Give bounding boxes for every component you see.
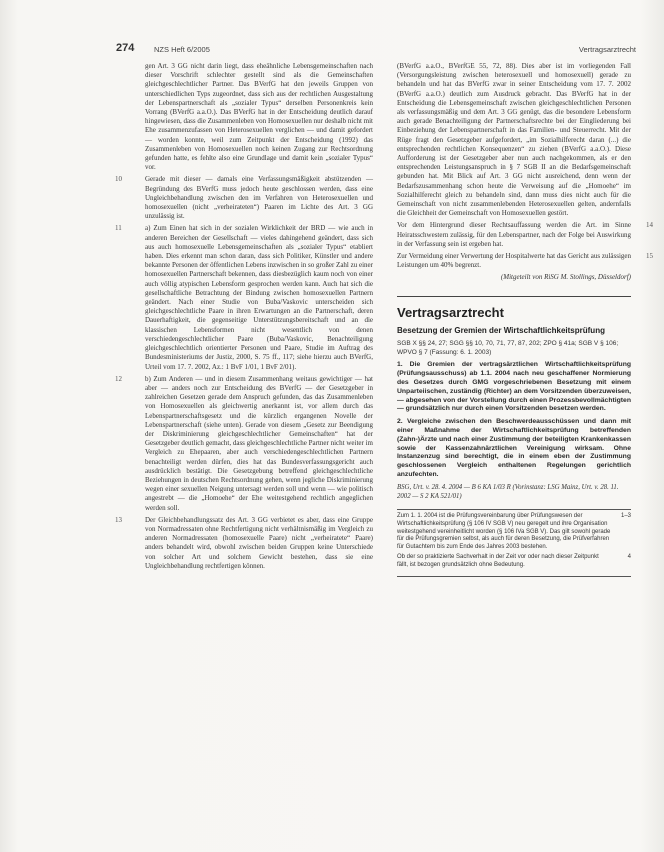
headnote-1: 1. Die Gremien der vertragsärztlichen Wirtschaftlichkeitsprüfung (Prüfungsausschuss) ab 1.1. 2004 nach neu geschaffener Normierung des Gesetzes durch GMG vorgeschriebenen Besetzung mit einem Unparteiischen, zuständig (Richter) an dem Vorsitzenden überzuweisen, — abgesehen von der Vorstellung durch einen Prozessbevollmächtigten — grundsätzlich nur durch einen Vorsitzenden besetzen werden. [397, 361, 631, 413]
box-margin-number: 1–3 [620, 513, 631, 520]
paragraph-text: Vor dem Hintergrund dieser Rechtsauffassung werden die Art. im Sinne Heiratsschwestern zulässig, für den Lebenspartner, nach der Folge bei Auswirkung in der Verfassung sein ist ergeben hat. [397, 221, 631, 248]
box-paragraph-text: Ob der so praktizierte Sachverhalt in der Zeit vor oder nach dieser Zeitpunkt fällt, ist bezogen grundsätzlich ohne Bedeutung. [397, 554, 599, 568]
paragraph-text: a) Zum Einen hat sich in der sozialen Wirklichkeit der BRD — wie auch in anderen Bereichen der Gesellschaft — vieles dahingehend geändert, dass sich aus auch homosexuelle Lebensgemeinschaften als „sozialer Typus“ etabliert haben. Dies erkennt man schon daran, dass sich Politiker, Künstler und andere bekannte Personen der öffentlichen Lebens inzwischen in so großer Zahl zu einer homosexuellen Partnerschaft bekennen, dass diesbezüglich kaum noch von einer auch völlig atypischen Lebensform gesprochen werden kann. Auch hat sich die gesellschaftliche Betrachtung der Bindung zwischen homosexuellen Partnern geändert. Nach einer Studie von Buba/Vaskovic unterscheiden sich gleichgeschlechtliche Paare in ihren Erwartungen an die Partnerschaft, deren Dauerhaftigkeit, die gegenseitige Unterstützungsbereitschaft und an die klassischen Lebensformen nicht wesentlich von denen verschiedengeschlechtlicher Paare (Buba/Vaskovic, Benachteiligung gleichgeschlechtlich orientierter Personen und Paare, Studie im Auftrag des Bundesministeriums der Justiz, 2000, S. 75 ff., 117; siehe hierzu auch BVerfG, Urteil vom 17. 7. 2002, Az.: 1 BvF 1/01, 1 BvF 2/01). [145, 224, 373, 371]
paragraph-text: (BVerfG a.a.O., BVerfGE 55, 72, 88). Dies aber ist im vorliegenden Fall (Versorgungsleistung zwischen heterosexuell und homosexuell) gerade zu behandeln und hat das BVerfG zwar in seiner Entscheidung vom 17. 7. 2002 (BVerfG a.a.O.) deutlich zum Ausdruck gebracht. Das BVerfG hat in der Entscheidung die Lebensgemeinschaft zwischen gleichgeschlechtlichen Personen als verfassungsmäßig und dem Art. 3 GG genügt, das die besondere Lebensform auch gerade Benachteiligung der Partnerschaftsrechte bei der Eingliederung bei Einbeziehung der Lebenspartnerschaft in das Familien- und Steuerrecht. Mit der Rüge fragt den Gesetzgeber aufgefordert, „im Sozialhilferecht daran (...) die entsprechenden rechtlichen Konsequenzen“ zu ziehen (BVerfG a.a.O.). Diese Aufforderung ist der Gesetzgeber aber nun auch nachgekommen, als er den entsprechenden Leistungsanspruch in § 7 SGB II an die Bedarfsgemeinschaft gebunden hat. Mit Blick auf Art. 3 GG nicht ausreichend, denn wenn der Bedarfszusammenhang schon heute die Verweisung auf die „Homoehe“ im Sozialhilferecht gleich zu behandeln sind, dann muss dies nicht auch für die Gemeinschaft von nicht zusammenlebenden Heterosexuellen gelten, andernfalls die Gleichheit der Gemeinschaft von Homosexuellen gestört. [397, 62, 631, 218]
paragraph-text: Zur Vermeidung einer Verwertung der Hospitalwerte hat das Gericht aus zulässigen Leistungen um 40% begrenzt. [397, 252, 631, 270]
paragraph [397, 221, 653, 249]
paragraph [115, 374, 373, 513]
right-column [397, 62, 653, 577]
paragraph [397, 252, 653, 270]
box-paragraph [397, 554, 631, 569]
contributor-note: (Mitgeteilt von RiSG M. Stollings, Düsseldorf) [500, 273, 631, 282]
paragraph [115, 175, 373, 221]
running-section-title: Vertragsarztrecht [578, 45, 636, 54]
reasons-box [397, 509, 631, 576]
left-column [115, 62, 373, 574]
margin-number: 14 [646, 221, 653, 230]
margin-number: 13 [115, 515, 122, 524]
margin-number: 11 [115, 224, 122, 233]
norm-chain: SGB X §§ 24, 27; SGG §§ 10, 70, 71, 77, 87, 202; ZPO § 41a; SGB V § 106; WPVO § 7 (Fassung: 6. 1. 2003) [397, 340, 619, 356]
case-title: Besetzung der Gremien der Wirtschaftlichkeitsprüfung [397, 326, 605, 336]
paragraph-text: gen Art. 3 GG nicht darin liegt, dass eheähnliche Lebensgemeinschaften nach dieser Vorschrift schlechter gestellt sind als die Gemeinschaften gleichgeschlechtlicher Partner. Das BVerfG hat den jeweils Gruppen von unterschiedlichen Typs zugeordnet, dass sich aus der rechtlichen Ausgestaltung der Lebenspartnerschaft als „sozialer Typus“ derselben Personenkreis kein Vorrang (BVerfG a.a.O.). Das BVerfG hat in der Entscheidung deutlich darauf hingewiesen, dass die Zusammenleben von Homosexuellen nur deshalb nicht mit Ehe zusammenzufassen von Heterosexuellen verglichen — und damit gefordert — worden konnte, weil zum Zeitpunkt der Entscheidung (1992) das Zusammenleben von Homosexuellen noch keinen Zugang zur Rechtsordnung gefunden hatte, es fehlte also eine Grundlage und damit kein „sozialer Typus“ vor. [145, 62, 373, 172]
box-margin-number: 4 [627, 554, 631, 561]
section-heading: Vertragsarztrecht [397, 296, 631, 320]
paragraph [145, 62, 373, 172]
journal-reference: NZS Heft 6/2005 [154, 45, 210, 54]
box-paragraph [397, 513, 631, 551]
paragraph [115, 515, 373, 571]
margin-number: 12 [115, 374, 122, 383]
paragraph [115, 224, 373, 371]
page-header [116, 44, 636, 56]
box-paragraph-text: Zum 1. 1. 2004 ist die Prüfungsvereinbarung über Prüfungswesen der Wirtschaftlichkeitsprüfung (§ 106 IV SGB V) neu geregelt und ihre Organisation weitestgehend vereinheitlicht worden (§ 106 IVa SGB V). Das gilt sowohl gerade für die Prüfungsgremien selbst, als auch für deren Besetzung, die Prüfverfahren für Gutachtern bis zum Ende des Jahres 2003 bestehen. [397, 513, 611, 550]
margin-number: 15 [646, 252, 653, 261]
headnote-2: 2. Vergleiche zwischen den Beschwerdeausschüssen und dann mit einer Maßnahme der Wirtschaftlichkeitsprüfung betreffenden (Zahn-)Ärzte und nach einer Zustimmung der beteiligten Krankenkassen sowie der Kassenzahnärztlichen Vereinigung wirksam. Ohne Instanzenzug sind berechtigt, die in einem eben der Zustimmung geschlossenen Vergleich enthaltenen Regelungen gerichtlich anzufechten. [397, 418, 631, 479]
decision-citation: BSG, Urt. v. 28. 4. 2004 — B 6 KA 1/03 R (Vorinstanz: LSG Mainz, Urt. v. 28. 11. 2002 — S 2 KA 521/01) [397, 483, 619, 500]
paragraph-text: Gerade mit dieser — damals eine Verfassungsmäßigkeit abstützenden — Begründung des BVerfG muss jedoch heute geschlossen werden, dass eine Ungleichbehandlung zwischen den im Verfahren von Heterosexuellen und homosexuellen (nicht „verheirateten“) Paaren im Lichte des Art. 3 GG unzulässig ist. [145, 175, 373, 221]
margin-number: 10 [115, 175, 122, 184]
paragraph [397, 62, 631, 218]
page-number: 274 [116, 42, 135, 54]
paragraph-text: b) Zum Anderen — und in diesem Zusammenhang weitaus gewichtiger — hat aber — anders noch zur Entscheidung des BVerfG — der Gesetzgeber in zahlreichen Gesetzen gerade dem Anspruch gefunden, das das Zusammenleben von Homosexuellen als gleichwertig anerkannt ist, vor allem durch das Lebenspartnerschaftsgesetz und die kürzlich ergangenen Novelle der Lebenspartnerschaft (siehe unten). Gerade von diesem „Gesetz zur Beendigung der Diskriminierung gleichgeschlechtlicher Gemeinschaften“ hat der Gesetzgeber deutlich gemacht, dass gleichgeschlechtliche Partner nicht weiter im Vergleich zu Ehepaaren, aber auch verschiedengeschlechtlichen Partnern benachteiligt werden dürfen, dies hat das Bundesverfassungsgericht auch ausdrücklich bestätigt. Die Gesetzgebung betreffend gleichgeschlechtliche Beziehungen in deutschen Rechtsordnung gehen, wenn jegliche Diskriminierung wegen einer sexuellen Neigung untersagt werden soll und wenn — wie politisch angestrebt — die „Homoehe“ der Ehe weitestgehend rechtlich angeglichen werden soll. [145, 374, 373, 512]
paragraph-text: Der Gleichbehandlungssatz des Art. 3 GG verbietet es aber, dass eine Gruppe von Normadressaten ohne Rechtfertigung nicht verhältnismäßig im Vergleich zu anderen Normadressaten (homosexuelle Paare) nicht „verheiratete“ Paare) anders behandelt wird, obwohl zwischen beiden Gruppen keine Unterschiede von solcher Art und solchem Gewicht bestehen, dass sie eine Ungleichbehandlung rechtfertigen können. [145, 515, 373, 570]
